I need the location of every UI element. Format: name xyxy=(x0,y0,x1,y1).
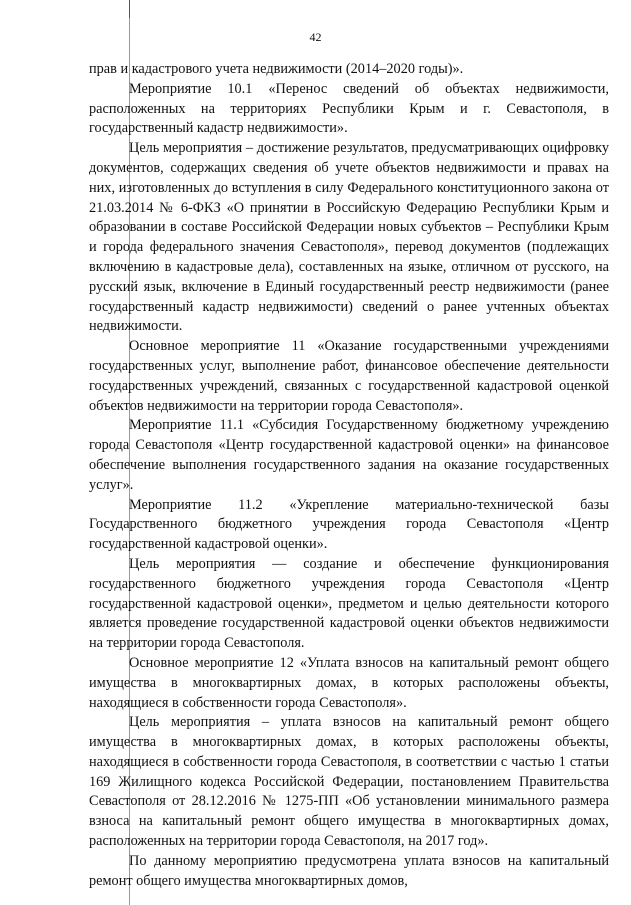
paragraph-activity-12-payment: По данному мероприятию предусмотрена уплата взносов на капитальный ремонт общего имущества многоквартирных домов, xyxy=(89,852,609,889)
paragraph-activity-11-1: Мероприятие 11.1 «Субсидия Государственному бюджетному учреждению города Севастополя «Центр государственной кадастровой оценки» на финансовое обеспечение выполнения государственного задания на оказание государственных услуг». xyxy=(89,417,609,493)
paragraph-main-activity-11: Основное мероприятие 11 «Оказание государственными учреждениями государственных услуг, выполнение работ, финансовое обеспечение деятельности государственных учреждений, связанных с государственной кадастровой оценкой объектов недвижимости на территории города Севастополя». xyxy=(89,338,609,414)
paragraph-main-activity-12: Основное мероприятие 12 «Уплата взносов на капитальный ремонт общего имущества в многоквартирных домах, в которых расположены объекты, находящиеся в собственности города Севастополя». xyxy=(89,654,609,711)
document-body xyxy=(89,60,609,891)
paragraph-activity-10-1-goal: Цель мероприятия – достижение результатов, предусматривающих оцифровку документов, содержащих сведения об учете объектов недвижимости и правах на них, изготовленных до вступления в силу Федерального конституционного закона от 21.03.2014 № 6-ФКЗ «О принятии в Российскую Федерацию Республики Крым и образовании в составе Российской Федерации новых субъектов – Республики Крым и города федерального значения Севастополя», перевод документов (подлежащих включению в кадастровые дела), составленных на языке, отличном от русского, на русский язык, включение в Единый государственный реестр недвижимости (ранее государственный кадастр недвижимости) сведений о ранее учтенных объектах недвижимости. xyxy=(89,140,609,335)
paragraph-activity-11-goal: Цель мероприятия — создание и обеспечение функционирования государственного бюджетного учреждения города Севастополя «Центр государственной кадастровой оценки», предметом и целью деятельности которого является проведение государственной кадастровой оценки объектов недвижимости на территории города Севастополя. xyxy=(89,555,609,652)
paragraph-continuation: прав и кадастрового учета недвижимости (2014–2020 годы)». xyxy=(89,61,464,77)
paragraph-activity-12-goal: Цель мероприятия – уплата взносов на капитальный ремонт общего имущества в многоквартирных домах, в которых расположены объекты, находящиеся в собственности города Севастополя, в соответствии с частью 1 статьи 169 Жилищного кодекса Российской Федерации, постановлением Правительства Севастополя от 28.12.2016 № 1275-ПП «Об установлении минимального размера взноса на капитальный ремонт общего имущества в многоквартирных домах, расположенных на территории города Севастополя, на 2017 год». xyxy=(89,714,609,850)
page-number: 42 xyxy=(309,30,322,44)
paragraph-activity-10-1: Мероприятие 10.1 «Перенос сведений об объектах недвижимости, расположенных на территориях Республики Крым и г. Севастополя, в государственный кадастр недвижимости». xyxy=(89,80,609,137)
paragraph-activity-11-2: Мероприятие 11.2 «Укрепление материально-технической базы Государственного бюджетного учреждения города Севастополя «Центр государственной кадастровой оценки». xyxy=(89,496,609,553)
